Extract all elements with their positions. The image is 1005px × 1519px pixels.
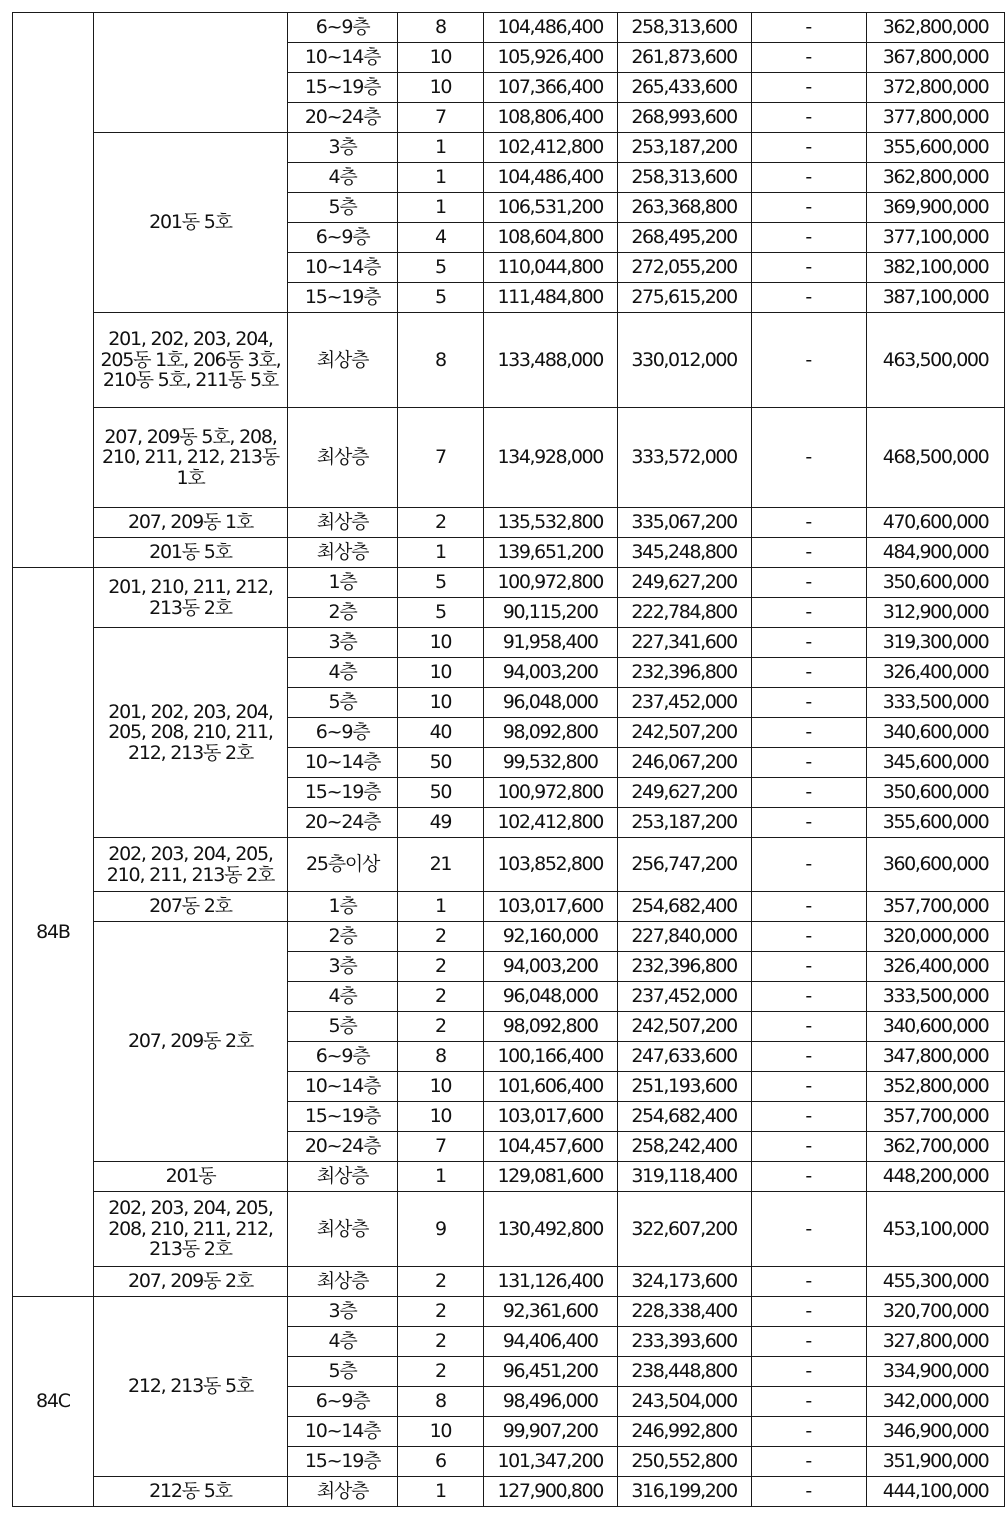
total-price-cell: 360,600,000: [867, 838, 1005, 892]
vat-cell: -: [751, 508, 867, 538]
total-price-cell: 362,800,000: [867, 13, 1005, 43]
vat-cell: -: [751, 1042, 867, 1072]
floor-cell: 10~14층: [288, 253, 398, 283]
units-cell: 1: [398, 538, 484, 568]
land-price-cell: 96,048,000: [483, 982, 617, 1012]
building-price-cell: 258,242,400: [617, 1132, 751, 1162]
land-price-cell: 102,412,800: [483, 133, 617, 163]
vat-cell: -: [751, 1477, 867, 1507]
vat-cell: -: [751, 73, 867, 103]
land-price-cell: 111,484,800: [483, 283, 617, 313]
table-row: [13, 1267, 1005, 1297]
floor-cell: 15~19층: [288, 1447, 398, 1477]
building-price-cell: 246,992,800: [617, 1417, 751, 1447]
units-cell: 2: [398, 508, 484, 538]
building-unit-cell: 201, 210, 211, 212, 213동 2호: [93, 568, 287, 628]
units-cell: 5: [398, 598, 484, 628]
total-price-cell: 320,000,000: [867, 922, 1005, 952]
floor-cell: 2층: [288, 922, 398, 952]
land-price-cell: 102,412,800: [483, 808, 617, 838]
total-price-cell: 455,300,000: [867, 1267, 1005, 1297]
vat-cell: -: [751, 892, 867, 922]
units-cell: 2: [398, 922, 484, 952]
vat-cell: -: [751, 748, 867, 778]
building-unit-cell: 202, 203, 204, 205, 210, 211, 213동 2호: [93, 838, 287, 892]
units-cell: 5: [398, 253, 484, 283]
floor-cell: 3층: [288, 1297, 398, 1327]
floor-cell: 최상층: [288, 1162, 398, 1192]
units-cell: 1: [398, 1477, 484, 1507]
floor-cell: 최상층: [288, 508, 398, 538]
units-cell: 1: [398, 163, 484, 193]
building-price-cell: 258,313,600: [617, 163, 751, 193]
building-price-cell: 237,452,000: [617, 688, 751, 718]
floor-cell: 최상층: [288, 1192, 398, 1267]
vat-cell: -: [751, 1267, 867, 1297]
total-price-cell: 347,800,000: [867, 1042, 1005, 1072]
building-unit-cell: 212동 5호: [93, 1477, 287, 1507]
table-row: [13, 568, 1005, 598]
units-cell: 2: [398, 1327, 484, 1357]
floor-cell: 5층: [288, 1012, 398, 1042]
building-price-cell: 249,627,200: [617, 568, 751, 598]
floor-cell: 10~14층: [288, 748, 398, 778]
vat-cell: -: [751, 1012, 867, 1042]
land-price-cell: 127,900,800: [483, 1477, 617, 1507]
vat-cell: -: [751, 43, 867, 73]
building-price-cell: 249,627,200: [617, 778, 751, 808]
building-price-cell: 232,396,800: [617, 952, 751, 982]
units-cell: 10: [398, 1417, 484, 1447]
total-price-cell: 334,900,000: [867, 1357, 1005, 1387]
floor-cell: 2층: [288, 598, 398, 628]
floor-cell: 4층: [288, 982, 398, 1012]
total-price-cell: 355,600,000: [867, 808, 1005, 838]
building-price-cell: 268,495,200: [617, 223, 751, 253]
land-price-cell: 98,092,800: [483, 1012, 617, 1042]
floor-cell: 1층: [288, 568, 398, 598]
floor-cell: 5층: [288, 688, 398, 718]
floor-cell: 4층: [288, 163, 398, 193]
table-row: [13, 892, 1005, 922]
units-cell: 5: [398, 283, 484, 313]
units-cell: 1: [398, 133, 484, 163]
units-cell: 2: [398, 1267, 484, 1297]
land-price-cell: 90,115,200: [483, 598, 617, 628]
building-price-cell: 253,187,200: [617, 808, 751, 838]
floor-cell: 10~14층: [288, 1417, 398, 1447]
building-price-cell: 237,452,000: [617, 982, 751, 1012]
floor-cell: 6~9층: [288, 718, 398, 748]
land-price-cell: 134,928,000: [483, 408, 617, 508]
vat-cell: -: [751, 808, 867, 838]
land-price-cell: 96,048,000: [483, 688, 617, 718]
unit-type-cell: 84C: [13, 1297, 94, 1507]
units-cell: 7: [398, 1132, 484, 1162]
vat-cell: -: [751, 133, 867, 163]
land-price-cell: 103,017,600: [483, 1102, 617, 1132]
building-unit-cell: 201, 202, 203, 204, 205동 1호, 206동 3호, 210동 5호, 211동 5호: [93, 313, 287, 408]
land-price-cell: 98,092,800: [483, 718, 617, 748]
land-price-cell: 131,126,400: [483, 1267, 617, 1297]
building-price-cell: 319,118,400: [617, 1162, 751, 1192]
total-price-cell: 369,900,000: [867, 193, 1005, 223]
land-price-cell: 139,651,200: [483, 538, 617, 568]
floor-cell: 20~24층: [288, 1132, 398, 1162]
total-price-cell: 319,300,000: [867, 628, 1005, 658]
land-price-cell: 94,406,400: [483, 1327, 617, 1357]
price-table-body: [13, 13, 1005, 1507]
land-price-cell: 107,366,400: [483, 73, 617, 103]
floor-cell: 15~19층: [288, 283, 398, 313]
land-price-cell: 92,361,600: [483, 1297, 617, 1327]
land-price-cell: 130,492,800: [483, 1192, 617, 1267]
floor-cell: 1층: [288, 892, 398, 922]
vat-cell: -: [751, 1072, 867, 1102]
building-price-cell: 222,784,800: [617, 598, 751, 628]
units-cell: 2: [398, 1012, 484, 1042]
land-price-cell: 103,852,800: [483, 838, 617, 892]
total-price-cell: 342,000,000: [867, 1387, 1005, 1417]
vat-cell: -: [751, 718, 867, 748]
table-row: [13, 508, 1005, 538]
total-price-cell: 453,100,000: [867, 1192, 1005, 1267]
vat-cell: -: [751, 1132, 867, 1162]
building-price-cell: 275,615,200: [617, 283, 751, 313]
units-cell: 8: [398, 1387, 484, 1417]
total-price-cell: 326,400,000: [867, 952, 1005, 982]
total-price-cell: 352,800,000: [867, 1072, 1005, 1102]
table-row: [13, 1297, 1005, 1327]
building-unit-cell: 201동 5호: [93, 538, 287, 568]
floor-cell: 6~9층: [288, 1387, 398, 1417]
building-unit-cell: 202, 203, 204, 205, 208, 210, 211, 212, 213동 2호: [93, 1192, 287, 1267]
vat-cell: -: [751, 13, 867, 43]
units-cell: 1: [398, 892, 484, 922]
building-price-cell: 247,633,600: [617, 1042, 751, 1072]
units-cell: 7: [398, 103, 484, 133]
vat-cell: -: [751, 313, 867, 408]
building-price-cell: 250,552,800: [617, 1447, 751, 1477]
floor-cell: 최상층: [288, 1477, 398, 1507]
total-price-cell: 355,600,000: [867, 133, 1005, 163]
total-price-cell: 357,700,000: [867, 892, 1005, 922]
units-cell: 21: [398, 838, 484, 892]
land-price-cell: 108,806,400: [483, 103, 617, 133]
land-price-cell: 106,531,200: [483, 193, 617, 223]
total-price-cell: 362,800,000: [867, 163, 1005, 193]
building-price-cell: 268,993,600: [617, 103, 751, 133]
table-row: [13, 922, 1005, 952]
building-price-cell: 228,338,400: [617, 1297, 751, 1327]
units-cell: 1: [398, 1162, 484, 1192]
land-price-cell: 104,486,400: [483, 13, 617, 43]
total-price-cell: 345,600,000: [867, 748, 1005, 778]
total-price-cell: 387,100,000: [867, 283, 1005, 313]
building-unit-cell: 201, 202, 203, 204, 205, 208, 210, 211, 212, 213동 2호: [93, 628, 287, 838]
vat-cell: -: [751, 1192, 867, 1267]
building-unit-cell: 201동: [93, 1162, 287, 1192]
building-price-cell: 232,396,800: [617, 658, 751, 688]
table-row: [13, 1477, 1005, 1507]
vat-cell: -: [751, 1417, 867, 1447]
vat-cell: -: [751, 598, 867, 628]
vat-cell: -: [751, 253, 867, 283]
building-price-cell: 263,368,800: [617, 193, 751, 223]
total-price-cell: 372,800,000: [867, 73, 1005, 103]
total-price-cell: 320,700,000: [867, 1297, 1005, 1327]
table-row: [13, 1162, 1005, 1192]
vat-cell: -: [751, 778, 867, 808]
vat-cell: -: [751, 538, 867, 568]
units-cell: 5: [398, 568, 484, 598]
land-price-cell: 91,958,400: [483, 628, 617, 658]
land-price-cell: 105,926,400: [483, 43, 617, 73]
total-price-cell: 463,500,000: [867, 313, 1005, 408]
total-price-cell: 346,900,000: [867, 1417, 1005, 1447]
units-cell: 10: [398, 1072, 484, 1102]
price-table: [12, 12, 1005, 1507]
building-price-cell: 324,173,600: [617, 1267, 751, 1297]
floor-cell: 5층: [288, 193, 398, 223]
land-price-cell: 99,532,800: [483, 748, 617, 778]
units-cell: 10: [398, 43, 484, 73]
building-price-cell: 227,840,000: [617, 922, 751, 952]
vat-cell: -: [751, 1447, 867, 1477]
units-cell: 49: [398, 808, 484, 838]
floor-cell: 20~24층: [288, 103, 398, 133]
total-price-cell: 444,100,000: [867, 1477, 1005, 1507]
total-price-cell: 382,100,000: [867, 253, 1005, 283]
building-price-cell: 233,393,600: [617, 1327, 751, 1357]
floor-cell: 5층: [288, 1357, 398, 1387]
total-price-cell: 350,600,000: [867, 568, 1005, 598]
total-price-cell: 327,800,000: [867, 1327, 1005, 1357]
vat-cell: -: [751, 1297, 867, 1327]
table-row: [13, 838, 1005, 892]
units-cell: 8: [398, 13, 484, 43]
building-price-cell: 345,248,800: [617, 538, 751, 568]
land-price-cell: 92,160,000: [483, 922, 617, 952]
floor-cell: 15~19층: [288, 73, 398, 103]
units-cell: 8: [398, 313, 484, 408]
total-price-cell: 367,800,000: [867, 43, 1005, 73]
land-price-cell: 104,486,400: [483, 163, 617, 193]
building-price-cell: 335,067,200: [617, 508, 751, 538]
building-price-cell: 258,313,600: [617, 13, 751, 43]
vat-cell: -: [751, 688, 867, 718]
total-price-cell: 333,500,000: [867, 688, 1005, 718]
units-cell: 9: [398, 1192, 484, 1267]
table-row: [13, 628, 1005, 658]
building-price-cell: 272,055,200: [617, 253, 751, 283]
floor-cell: 10~14층: [288, 1072, 398, 1102]
building-price-cell: 242,507,200: [617, 718, 751, 748]
vat-cell: -: [751, 1387, 867, 1417]
units-cell: 2: [398, 952, 484, 982]
land-price-cell: 135,532,800: [483, 508, 617, 538]
vat-cell: -: [751, 838, 867, 892]
building-price-cell: 238,448,800: [617, 1357, 751, 1387]
units-cell: 40: [398, 718, 484, 748]
floor-cell: 4층: [288, 658, 398, 688]
vat-cell: -: [751, 283, 867, 313]
land-price-cell: 100,972,800: [483, 568, 617, 598]
total-price-cell: 333,500,000: [867, 982, 1005, 1012]
floor-cell: 15~19층: [288, 778, 398, 808]
vat-cell: -: [751, 922, 867, 952]
floor-cell: 4층: [288, 1327, 398, 1357]
land-price-cell: 104,457,600: [483, 1132, 617, 1162]
land-price-cell: 110,044,800: [483, 253, 617, 283]
building-unit-cell: 201동 5호: [93, 133, 287, 313]
building-price-cell: 256,747,200: [617, 838, 751, 892]
land-price-cell: 103,017,600: [483, 892, 617, 922]
vat-cell: -: [751, 223, 867, 253]
vat-cell: -: [751, 628, 867, 658]
total-price-cell: 468,500,000: [867, 408, 1005, 508]
building-price-cell: 333,572,000: [617, 408, 751, 508]
vat-cell: -: [751, 952, 867, 982]
building-price-cell: 246,067,200: [617, 748, 751, 778]
land-price-cell: 94,003,200: [483, 952, 617, 982]
table-row: [13, 538, 1005, 568]
units-cell: 8: [398, 1042, 484, 1072]
total-price-cell: 340,600,000: [867, 1012, 1005, 1042]
building-price-cell: 330,012,000: [617, 313, 751, 408]
total-price-cell: 377,100,000: [867, 223, 1005, 253]
land-price-cell: 100,972,800: [483, 778, 617, 808]
units-cell: 10: [398, 688, 484, 718]
total-price-cell: 326,400,000: [867, 658, 1005, 688]
vat-cell: -: [751, 408, 867, 508]
land-price-cell: 98,496,000: [483, 1387, 617, 1417]
floor-cell: 6~9층: [288, 1042, 398, 1072]
floor-cell: 최상층: [288, 408, 398, 508]
land-price-cell: 100,166,400: [483, 1042, 617, 1072]
total-price-cell: 484,900,000: [867, 538, 1005, 568]
unit-type-cell: [13, 13, 94, 568]
units-cell: 2: [398, 1357, 484, 1387]
total-price-cell: 312,900,000: [867, 598, 1005, 628]
building-unit-cell: 207동 2호: [93, 892, 287, 922]
building-price-cell: 261,873,600: [617, 43, 751, 73]
floor-cell: 10~14층: [288, 43, 398, 73]
floor-cell: 20~24층: [288, 808, 398, 838]
land-price-cell: 129,081,600: [483, 1162, 617, 1192]
units-cell: 50: [398, 778, 484, 808]
unit-type-cell: 84B: [13, 568, 94, 1297]
total-price-cell: 470,600,000: [867, 508, 1005, 538]
table-row: [13, 313, 1005, 408]
floor-cell: 3층: [288, 628, 398, 658]
building-unit-cell: 212, 213동 5호: [93, 1297, 287, 1477]
units-cell: 10: [398, 658, 484, 688]
building-price-cell: 254,682,400: [617, 892, 751, 922]
vat-cell: -: [751, 1102, 867, 1132]
units-cell: 2: [398, 982, 484, 1012]
units-cell: 10: [398, 1102, 484, 1132]
vat-cell: -: [751, 1357, 867, 1387]
vat-cell: -: [751, 163, 867, 193]
building-price-cell: 322,607,200: [617, 1192, 751, 1267]
land-price-cell: 96,451,200: [483, 1357, 617, 1387]
building-price-cell: 254,682,400: [617, 1102, 751, 1132]
table-row: [13, 13, 1005, 43]
units-cell: 6: [398, 1447, 484, 1477]
floor-cell: 3층: [288, 133, 398, 163]
table-row: [13, 1192, 1005, 1267]
total-price-cell: 377,800,000: [867, 103, 1005, 133]
building-price-cell: 227,341,600: [617, 628, 751, 658]
land-price-cell: 99,907,200: [483, 1417, 617, 1447]
building-price-cell: 243,504,000: [617, 1387, 751, 1417]
building-price-cell: 253,187,200: [617, 133, 751, 163]
table-row: [13, 133, 1005, 163]
building-price-cell: 265,433,600: [617, 73, 751, 103]
total-price-cell: 357,700,000: [867, 1102, 1005, 1132]
floor-cell: 15~19층: [288, 1102, 398, 1132]
building-price-cell: 242,507,200: [617, 1012, 751, 1042]
vat-cell: -: [751, 568, 867, 598]
building-unit-cell: [93, 13, 287, 133]
vat-cell: -: [751, 103, 867, 133]
floor-cell: 6~9층: [288, 13, 398, 43]
land-price-cell: 133,488,000: [483, 313, 617, 408]
building-price-cell: 251,193,600: [617, 1072, 751, 1102]
table-row: [13, 408, 1005, 508]
total-price-cell: 448,200,000: [867, 1162, 1005, 1192]
floor-cell: 최상층: [288, 313, 398, 408]
floor-cell: 최상층: [288, 1267, 398, 1297]
floor-cell: 3층: [288, 952, 398, 982]
vat-cell: -: [751, 1327, 867, 1357]
total-price-cell: 362,700,000: [867, 1132, 1005, 1162]
total-price-cell: 340,600,000: [867, 718, 1005, 748]
building-unit-cell: 207, 209동 2호: [93, 1267, 287, 1297]
units-cell: 10: [398, 628, 484, 658]
units-cell: 1: [398, 193, 484, 223]
building-unit-cell: 207, 209동 1호: [93, 508, 287, 538]
land-price-cell: 94,003,200: [483, 658, 617, 688]
floor-cell: 6~9층: [288, 223, 398, 253]
building-unit-cell: 207, 209동 2호: [93, 922, 287, 1162]
vat-cell: -: [751, 982, 867, 1012]
building-unit-cell: 207, 209동 5호, 208, 210, 211, 212, 213동 1호: [93, 408, 287, 508]
vat-cell: -: [751, 658, 867, 688]
units-cell: 7: [398, 408, 484, 508]
land-price-cell: 101,347,200: [483, 1447, 617, 1477]
vat-cell: -: [751, 1162, 867, 1192]
total-price-cell: 351,900,000: [867, 1447, 1005, 1477]
units-cell: 50: [398, 748, 484, 778]
land-price-cell: 108,604,800: [483, 223, 617, 253]
floor-cell: 최상층: [288, 538, 398, 568]
units-cell: 10: [398, 73, 484, 103]
land-price-cell: 101,606,400: [483, 1072, 617, 1102]
vat-cell: -: [751, 193, 867, 223]
building-price-cell: 316,199,200: [617, 1477, 751, 1507]
floor-cell: 25층이상: [288, 838, 398, 892]
units-cell: 4: [398, 223, 484, 253]
total-price-cell: 350,600,000: [867, 778, 1005, 808]
units-cell: 2: [398, 1297, 484, 1327]
